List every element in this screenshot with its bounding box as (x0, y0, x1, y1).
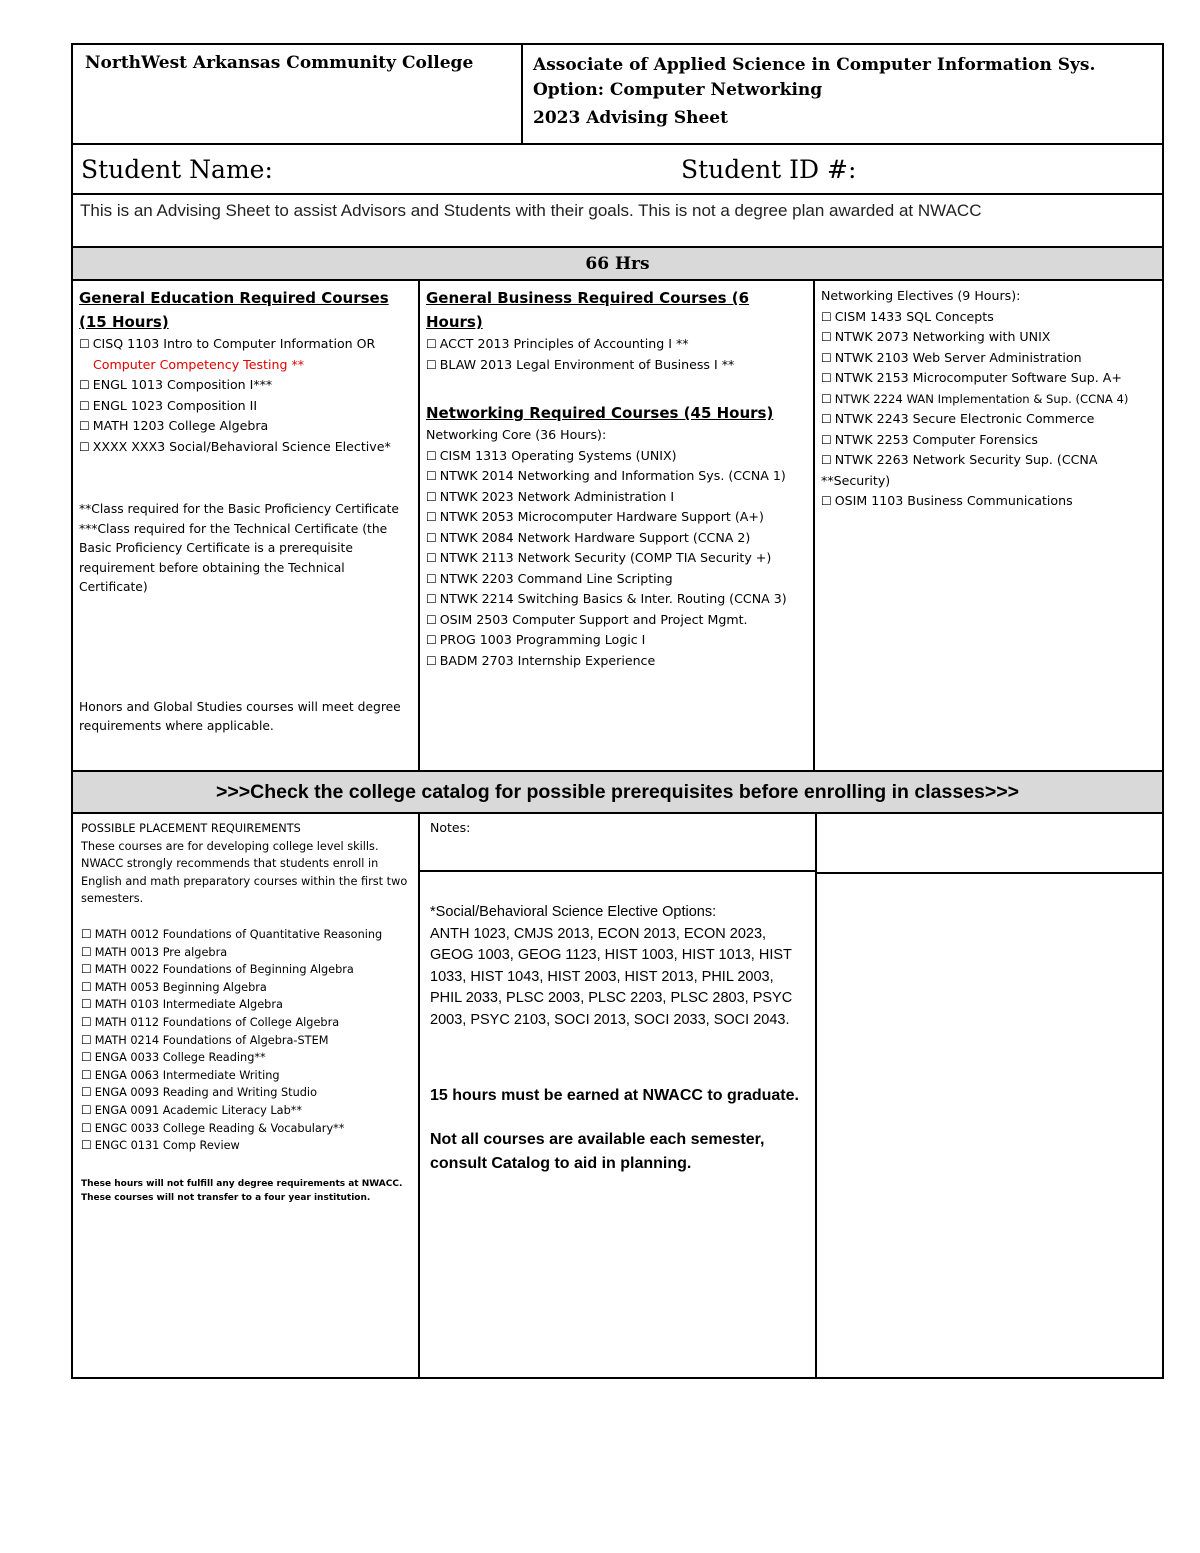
placement-intro: These courses are for developing college level skills. NWACC strongly recommends that students enroll in English and math preparatory courses within the first two semesters. (81, 839, 408, 906)
notes-box[interactable] (420, 814, 815, 872)
checkbox-icon[interactable]: ☐ (81, 1032, 92, 1047)
checkbox-icon[interactable]: ☐ (79, 419, 90, 433)
checkbox-icon[interactable]: ☐ (81, 962, 92, 977)
courses-row (73, 281, 1162, 772)
checkbox-icon[interactable]: ☐ (81, 1014, 92, 1029)
course-label: NTWK 2224 WAN Implementation & Sup. (CCNA 4) (834, 391, 1129, 406)
degree-line-2: Option: Computer Networking (533, 80, 823, 100)
course-label: ACCT 2013 Principles of Accounting I ** (439, 336, 689, 351)
checkbox-icon[interactable]: ☐ (426, 633, 437, 647)
placement-item (81, 1032, 410, 1050)
placement-label: ENGA 0063 Intermediate Writing (94, 1068, 280, 1082)
tech-cert-note: ***Class required for the Technical Certificate (the Basic Proficiency Certificate is a prerequisite requirement before obtaining the Technical Certificate) (79, 521, 388, 594)
placement-item (81, 944, 410, 962)
course-item (821, 450, 1156, 491)
header-row (73, 45, 1162, 145)
degree-title (523, 45, 1162, 143)
degree-line-3: 2023 Advising Sheet (533, 108, 728, 128)
advising-sheet (71, 43, 1164, 1379)
checkbox-icon[interactable]: ☐ (426, 551, 437, 565)
course-item (426, 487, 807, 508)
placement-item (81, 1120, 410, 1138)
checkbox-icon[interactable]: ☐ (426, 653, 437, 668)
availability-note: Not all courses are available each semester, consult Catalog to aid in planning. (430, 1130, 765, 1172)
checkbox-icon[interactable]: ☐ (821, 330, 832, 344)
placement-label: ENGA 0093 Reading and Writing Studio (94, 1086, 317, 1100)
course-item (821, 430, 1156, 451)
residency-note: 15 hours must be earned at NWACC to graduate. (430, 1086, 799, 1104)
course-item (79, 437, 412, 458)
student-id-label: Student ID #: (681, 154, 857, 184)
course-label: XXXX XXX3 Social/Behavioral Science Elective* (92, 438, 391, 454)
disclaimer-row (73, 195, 1162, 248)
course-item (426, 334, 807, 355)
course-label: NTWK 2103 Web Server Administration (834, 349, 1082, 365)
total-hours: 66 Hrs (585, 253, 650, 274)
course-label: NTWK 2053 Microcomputer Hardware Support (A+) (439, 509, 764, 524)
course-label: NTWK 2023 Network Administration I (439, 488, 675, 504)
course-item (426, 589, 807, 610)
course-item (821, 307, 1156, 328)
honors-note: Honors and Global Studies courses will meet degree requirements where applicable. (79, 699, 401, 733)
course-item (426, 466, 807, 487)
course-label: OSIM 2503 Computer Support and Project Mgmt. (439, 611, 748, 627)
placement-item (81, 926, 410, 944)
course-item (426, 355, 807, 376)
gen-ed-column (73, 281, 420, 770)
course-item (821, 348, 1156, 369)
checkbox-icon[interactable]: ☐ (79, 398, 90, 413)
course-label: NTWK 2113 Network Security (COMP TIA Security +) (439, 550, 772, 565)
checkbox-icon[interactable]: ☐ (81, 1085, 92, 1100)
social-title: *Social/Behavioral Science Elective Options: (430, 904, 717, 920)
checkbox-icon[interactable]: ☐ (821, 453, 832, 467)
placement-label: ENGC 0033 College Reading & Vocabulary** (94, 1121, 345, 1135)
checkbox-icon[interactable]: ☐ (81, 1120, 92, 1135)
checkbox-icon[interactable]: ☐ (426, 357, 437, 372)
gen-ed-title: General Education Required Courses (15 Hours) (79, 289, 389, 331)
course-label: CISM 1433 SQL Concepts (834, 308, 994, 324)
blank-top-cell (817, 814, 1164, 874)
course-item (426, 507, 807, 528)
bottom-right-blank (817, 814, 1162, 1377)
checkbox-icon[interactable]: ☐ (81, 1050, 92, 1065)
course-label: NTWK 2014 Networking and Information Sys. (CCNA 1) (439, 468, 786, 483)
checkbox-icon[interactable]: ☐ (81, 1102, 92, 1117)
course-label: CISM 1313 Operating Systems (UNIX) (439, 447, 677, 463)
course-label: OSIM 1103 Business Communications (834, 493, 1073, 508)
checkbox-icon[interactable]: ☐ (426, 530, 437, 545)
networking-title: Networking Required Courses (45 Hours) (426, 404, 774, 422)
checkbox-icon[interactable]: ☐ (821, 412, 832, 426)
checkbox-icon[interactable]: ☐ (426, 571, 437, 586)
placement-title: POSSIBLE PLACEMENT REQUIREMENTS (81, 822, 301, 835)
placement-column (73, 814, 420, 1377)
catalog-band-text: >>>Check the college catalog for possible prerequisites before enrolling in classes>>> (215, 780, 1020, 803)
checkbox-icon[interactable]: ☐ (81, 1067, 92, 1082)
course-item (79, 396, 412, 417)
student-name-label: Student Name: (81, 154, 273, 184)
placement-label: ENGA 0033 College Reading** (94, 1051, 266, 1065)
checkbox-icon[interactable]: ☐ (821, 432, 832, 447)
course-item (821, 409, 1156, 430)
placement-item (81, 1137, 410, 1155)
placement-footer: These hours will not fulfill any degree requirements at NWACC. These courses will not transfer to a four year institution. (81, 1178, 403, 1203)
course-item (821, 368, 1156, 389)
cisq-alternative: Computer Competency Testing ** (93, 356, 305, 372)
checkbox-icon[interactable]: ☐ (81, 1138, 92, 1153)
course-label: NTWK 2214 Switching Basics & Inter. Routing (CCNA 3) (439, 591, 787, 606)
checkbox-icon[interactable]: ☐ (821, 494, 832, 508)
checkbox-icon[interactable]: ☐ (81, 997, 92, 1012)
course-item (821, 389, 1156, 410)
course-item (821, 491, 1156, 512)
course-label: NTWK 2253 Computer Forensics (834, 431, 1038, 447)
checkbox-icon[interactable]: ☐ (821, 371, 832, 385)
checkbox-icon[interactable]: ☐ (79, 378, 90, 392)
total-hours-band (73, 248, 1162, 281)
course-label: ENGL 1023 Composition II (92, 397, 258, 413)
checkbox-icon[interactable]: ☐ (426, 612, 437, 627)
course-item (426, 569, 807, 590)
placement-item (81, 1084, 410, 1102)
course-item (426, 446, 807, 467)
placement-item (81, 1067, 410, 1085)
checkbox-icon[interactable]: ☐ (426, 337, 437, 351)
checkbox-icon[interactable]: ☐ (821, 309, 832, 324)
course-item (426, 630, 807, 651)
basic-cert-note: **Class required for the Basic Proficiency Certificate (79, 502, 399, 516)
course-item (79, 375, 412, 396)
placement-label: MATH 0012 Foundations of Quantitative Reasoning (94, 927, 383, 941)
checkbox-icon[interactable]: ☐ (821, 391, 832, 406)
checkbox-icon[interactable]: ☐ (79, 337, 90, 351)
course-label: NTWK 2203 Command Line Scripting (439, 570, 673, 586)
course-label: BADM 2703 Internship Experience (439, 652, 656, 668)
bottom-row (73, 814, 1162, 1377)
course-label: NTWK 2243 Secure Electronic Commerce (834, 411, 1095, 426)
course-label: ENGL 1013 Composition I*** (92, 377, 273, 392)
checkbox-icon[interactable]: ☐ (821, 350, 832, 365)
course-label: NTWK 2153 Microcomputer Software Sup. A+ (834, 370, 1122, 385)
social-list: ANTH 1023, CMJS 2013, ECON 2013, ECON 2023, GEOG 1003, GEOG 1123, HIST 1003, HIST 1013, HIST 1033, HIST 1043, HIST 2003, HIST 2013, PHIL 2003, PHIL 2033, PLSC 2003, PLSC 2203, PLSC 2803, PSYC 2003, PSYC 2103, SOCI 2013, SOCI 2033, SOCI 2043. (430, 925, 793, 1028)
placement-label: ENGA 0091 Academic Literacy Lab** (94, 1103, 303, 1117)
course-label: NTWK 2263 Network Security Sup. (CCNA **Security) (821, 452, 1098, 488)
social-elective-box (420, 872, 815, 1377)
course-item (426, 651, 807, 672)
placement-label: MATH 0022 Foundations of Beginning Algebra (94, 963, 354, 977)
course-label: BLAW 2013 Legal Environment of Business I ** (439, 356, 735, 372)
course-label: MATH 1203 College Algebra (92, 418, 269, 433)
notes-label: Notes: (430, 820, 471, 835)
course-label: NTWK 2084 Network Hardware Support (CCNA 2) (439, 529, 751, 545)
placement-label: ENGC 0131 Comp Review (94, 1139, 240, 1153)
placement-label: MATH 0013 Pre algebra (94, 945, 228, 959)
course-label: CISQ 1103 Intro to Computer Information OR (92, 336, 376, 351)
checkbox-icon[interactable]: ☐ (81, 944, 92, 959)
placement-label: MATH 0112 Foundations of College Algebra (94, 1015, 340, 1029)
college-name: NorthWest Arkansas Community College (73, 45, 523, 143)
disclaimer-text: This is an Advising Sheet to assist Advisors and Students with their goals. This is not a degree plan awarded at NWACC (80, 201, 982, 220)
electives-title: Networking Electives (9 Hours): (821, 288, 1021, 303)
checkbox-icon[interactable]: ☐ (426, 510, 437, 524)
checkbox-icon[interactable]: ☐ (79, 439, 90, 454)
course-item (79, 416, 412, 437)
checkbox-icon[interactable]: ☐ (426, 448, 437, 463)
course-label: NTWK 2073 Networking with UNIX (834, 329, 1051, 344)
checkbox-icon[interactable]: ☐ (426, 592, 437, 606)
networking-core-label: Networking Core (36 Hours): (426, 427, 607, 442)
course-item (426, 610, 807, 631)
course-label: PROG 1003 Programming Logic I (439, 632, 646, 647)
placement-item (81, 1102, 410, 1120)
degree-line-1: Associate of Applied Science in Computer Information Sys. (533, 55, 1096, 75)
course-item (821, 327, 1156, 348)
placement-item (81, 961, 410, 979)
checkbox-icon[interactable]: ☐ (426, 469, 437, 483)
course-item (426, 528, 807, 549)
placement-label: MATH 0103 Intermediate Algebra (94, 998, 283, 1012)
student-row (73, 145, 1162, 195)
checkbox-icon[interactable]: ☐ (81, 979, 92, 994)
placement-item (81, 979, 410, 997)
checkbox-icon[interactable]: ☐ (426, 489, 437, 504)
placement-label: MATH 0053 Beginning Algebra (94, 980, 267, 994)
business-networking-column (420, 281, 815, 770)
course-item (79, 334, 412, 355)
placement-item (81, 1049, 410, 1067)
electives-column (815, 281, 1162, 770)
placement-label: MATH 0214 Foundations of Algebra-STEM (94, 1033, 329, 1047)
checkbox-icon[interactable]: ☐ (81, 926, 92, 941)
notes-column (420, 814, 817, 1377)
placement-item (81, 996, 410, 1014)
placement-item (81, 1014, 410, 1032)
catalog-band (73, 772, 1162, 814)
course-item (426, 548, 807, 569)
gen-bus-title: General Business Required Courses (6 Hours) (426, 289, 750, 331)
